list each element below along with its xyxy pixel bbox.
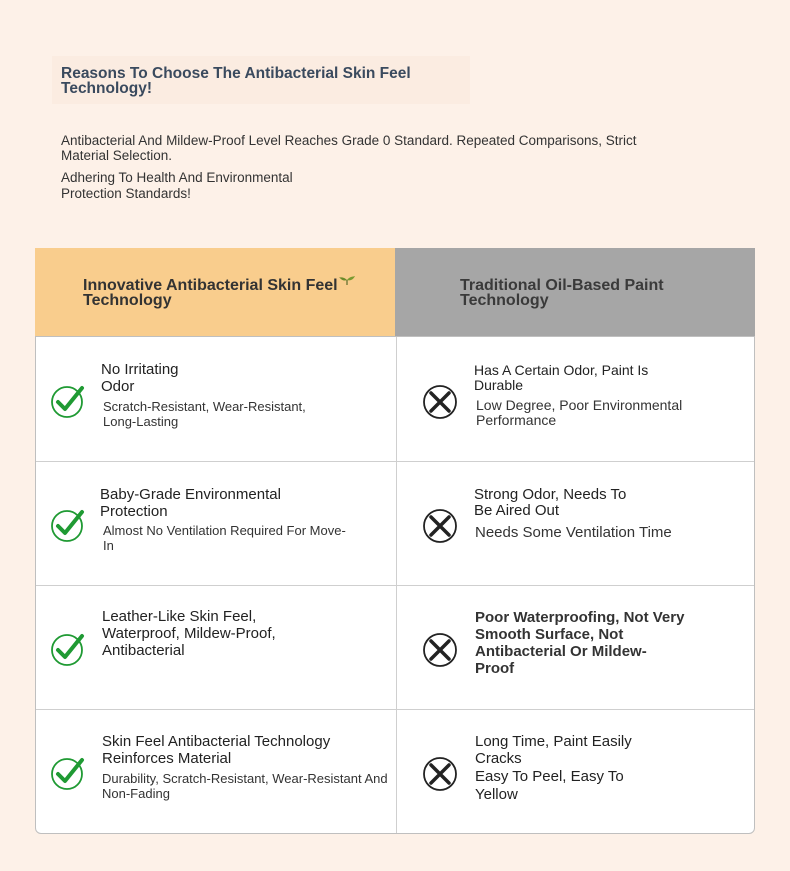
left-cell-2	[36, 461, 396, 585]
right-cell-1	[396, 337, 756, 461]
green-check-icon	[50, 384, 86, 420]
green-check-icon	[50, 632, 86, 668]
right-sub-2: Needs Some Ventilation Time	[475, 524, 672, 541]
left-sub-2: Almost No Ventilation Required For Move-In	[103, 523, 346, 553]
right-cell-2	[396, 461, 756, 585]
comparison-table	[35, 248, 755, 834]
left-title-1: No Irritating Odor	[101, 361, 179, 395]
sprout-icon	[339, 275, 355, 285]
left-header-label: Innovative Antibacterial Skin Feel Technology	[83, 277, 338, 309]
left-column-header	[35, 248, 395, 336]
left-cell-1	[36, 337, 396, 461]
x-circle-icon	[422, 508, 458, 544]
x-circle-icon	[422, 384, 458, 420]
green-check-icon	[50, 508, 86, 544]
x-circle-icon	[422, 756, 458, 792]
left-cell-3	[36, 585, 396, 709]
right-header-label: Traditional Oil-Based Paint Technology	[460, 277, 664, 309]
x-circle-icon	[422, 632, 458, 668]
left-cell-4	[36, 709, 396, 833]
page-title: Reasons To Choose The Antibacterial Skin Feel Technology!	[61, 65, 411, 97]
intro-text-2: Adhering To Health And Environmental Protection Standards!	[61, 170, 293, 201]
right-title-2: Strong Odor, Needs To Be Aired Out	[474, 486, 627, 519]
left-title-3: Leather-Like Skin Feel, Waterproof, Mildew-Proof, Antibacterial	[102, 608, 276, 659]
right-sub-1: Low Degree, Poor Environmental Performance	[476, 397, 683, 428]
right-cell-4	[396, 709, 756, 833]
comparison-grid	[35, 336, 755, 834]
left-sub-4: Durability, Scratch-Resistant, Wear-Resistant And Non-Fading	[102, 771, 388, 801]
left-title-4: Skin Feel Antibacterial Technology Reinforces Material	[102, 733, 331, 767]
right-title-3: Poor Waterproofing, Not Very Smooth Surface, Not Antibacterial Or Mildew-Proof	[475, 609, 685, 677]
left-sub-1: Scratch-Resistant, Wear-Resistant, Long-Lasting	[103, 399, 306, 429]
right-title-4: Long Time, Paint Easily Cracks	[475, 733, 632, 767]
right-title-1: Has A Certain Odor, Paint Is Durable	[474, 362, 649, 393]
right-column-header	[395, 248, 755, 336]
green-check-icon	[50, 756, 86, 792]
right-sub-4: Easy To Peel, Easy To Yellow	[475, 768, 624, 803]
right-cell-3	[396, 585, 756, 709]
left-title-2: Baby-Grade Environmental Protection	[100, 486, 281, 520]
intro-text-1: Antibacterial And Mildew-Proof Level Reaches Grade 0 Standard. Repeated Comparisons, Strict Material Selection.	[61, 133, 637, 163]
